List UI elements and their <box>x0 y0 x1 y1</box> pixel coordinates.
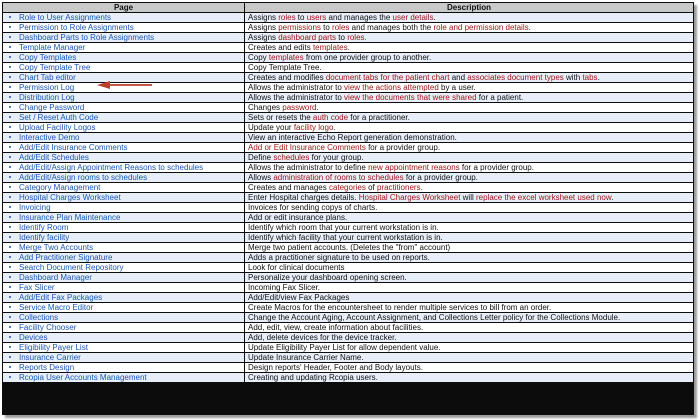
description-cell <box>245 323 693 332</box>
description-cell <box>245 363 693 372</box>
table-row <box>3 363 693 372</box>
bullet-icon <box>9 276 11 278</box>
table-row <box>3 273 693 282</box>
admin-pages-table <box>2 2 694 383</box>
bullet-icon <box>9 266 11 268</box>
page-link[interactable]: Add/Edit Schedules <box>19 153 89 162</box>
page-link[interactable]: Add Practitioner Signature <box>19 253 113 262</box>
description-text: Change the Account Aging, Account Assignment, and Collections Letter policy for the Collections Module. <box>248 313 621 322</box>
page-cell <box>3 123 244 132</box>
description-cell <box>245 283 693 292</box>
description-text: for a practitioner. <box>348 113 410 122</box>
description-text: Copy Template Tree. <box>248 63 322 72</box>
highlighted-text: roles <box>332 23 350 32</box>
description-text: to <box>295 13 307 22</box>
table-row <box>3 343 693 352</box>
description-text: Add, edit, view, create information about facilities. <box>248 323 424 332</box>
description-text: Copy <box>248 53 269 62</box>
description-cell <box>245 223 693 232</box>
page-cell <box>3 203 244 212</box>
bullet-icon <box>9 356 11 358</box>
page-link[interactable]: Add/Edit Fax Packages <box>19 293 103 302</box>
highlighted-text: associates document types <box>467 73 564 82</box>
table-row <box>3 293 693 302</box>
highlighted-text: role and permission details <box>433 23 529 32</box>
description-text: of <box>365 183 377 192</box>
page-cell <box>3 333 244 342</box>
highlighted-text: users <box>306 13 327 22</box>
table-row <box>3 263 693 272</box>
description-text: Allows the administrator to <box>248 83 345 92</box>
description-text: . <box>528 23 531 32</box>
description-cell <box>245 113 693 122</box>
page-cell <box>3 143 244 152</box>
description-text: Design reports' Header, Footer and Body layouts. <box>248 363 423 372</box>
description-text: and <box>449 73 468 82</box>
page-column-header: Page <box>3 3 244 12</box>
bullet-icon <box>9 96 11 98</box>
page-cell <box>3 63 244 72</box>
description-text: Allows the administrator to define <box>248 163 369 172</box>
table-row <box>3 203 693 212</box>
bullet-icon <box>9 366 11 368</box>
description-text: for your group. <box>309 153 364 162</box>
description-cell <box>245 133 693 142</box>
highlighted-text: view the documents that were shared <box>344 93 477 102</box>
description-text: Adds a practitioner signature to be used on reports. <box>248 253 430 262</box>
bullet-icon <box>9 136 11 138</box>
description-text: . <box>333 123 336 132</box>
page-cell <box>3 343 244 352</box>
description-text: for a provider group. <box>403 173 478 182</box>
description-cell <box>245 143 693 152</box>
page-cell <box>3 213 244 222</box>
page-cell <box>3 153 244 162</box>
description-text: Assigns <box>248 33 279 42</box>
description-cell <box>245 43 693 52</box>
bullet-icon <box>9 56 11 58</box>
page-link[interactable]: Permission Log <box>19 83 75 92</box>
description-cell <box>245 153 693 162</box>
bullet-icon <box>9 226 11 228</box>
page-link[interactable]: Set / Reset Auth Code <box>19 113 99 122</box>
description-text: Creates and modifies <box>248 73 326 82</box>
table-row <box>3 23 693 32</box>
description-cell <box>245 123 693 132</box>
page-link[interactable]: Insurance Plan Maintenance <box>19 213 121 222</box>
description-text: Create Macros for the encountersheet to render multiple services to bill from an order. <box>248 303 552 312</box>
bullet-icon <box>9 346 11 348</box>
highlighted-text: user details <box>392 13 434 22</box>
description-cell <box>245 93 693 102</box>
page-link[interactable]: Identify facility <box>19 233 70 242</box>
table-row <box>3 113 693 122</box>
highlighted-text: roles <box>278 13 296 22</box>
description-text: Changes <box>248 103 283 112</box>
bullet-icon <box>9 106 11 108</box>
table-row <box>3 233 693 242</box>
description-text: for a patient. <box>476 93 524 102</box>
page-cell <box>3 303 244 312</box>
description-cell <box>245 183 693 192</box>
page-link[interactable]: Dashboard Manager <box>19 273 92 282</box>
page-link[interactable]: Interactive Demo <box>19 133 80 142</box>
description-text: Add or edit insurance plans. <box>248 213 348 222</box>
bullet-icon <box>9 316 11 318</box>
table-row <box>3 193 693 202</box>
table-row <box>3 43 693 52</box>
page-cell <box>3 23 244 32</box>
page-cell <box>3 183 244 192</box>
page-cell <box>3 223 244 232</box>
highlighted-text: password <box>282 103 317 112</box>
bullet-icon <box>9 36 11 38</box>
table-header-row <box>3 3 693 12</box>
page-cell <box>3 33 244 42</box>
page-link[interactable]: Add/Edit Insurance Comments <box>19 143 128 152</box>
table-row <box>3 123 693 132</box>
description-cell <box>245 373 693 382</box>
description-cell <box>245 253 693 262</box>
description-text: Sets or resets the <box>248 113 313 122</box>
description-text: . <box>433 13 436 22</box>
highlighted-text: document tabs for the patient chart <box>325 73 450 82</box>
table-row <box>3 283 693 292</box>
highlighted-text: templates <box>312 43 348 52</box>
bullet-icon <box>9 246 11 248</box>
page-link[interactable]: Copy Templates <box>19 53 77 62</box>
table-row <box>3 13 693 22</box>
description-cell <box>245 63 693 72</box>
page-link[interactable]: Eligibility Payer List <box>19 343 88 352</box>
description-cell <box>245 343 693 352</box>
page-cell <box>3 53 244 62</box>
table-row <box>3 243 693 252</box>
highlighted-text: roles. <box>347 33 367 42</box>
description-text: . <box>316 103 319 112</box>
page-link[interactable]: Chart Tab editor <box>19 73 76 82</box>
description-text: . <box>611 193 614 202</box>
page-link[interactable]: Change Password <box>19 103 85 112</box>
table-row <box>3 93 693 102</box>
description-cell <box>245 163 693 172</box>
description-text: Invoices for sending copys of charts. <box>248 203 378 212</box>
description-text: from one provider group to another. <box>303 53 432 62</box>
page-link[interactable]: Identify Room <box>19 223 69 232</box>
description-text: Update Eligibility Payer List for allow dependent value. <box>248 343 441 352</box>
description-cell <box>245 293 693 302</box>
description-text: by a user. <box>438 83 476 92</box>
description-cell <box>245 13 693 22</box>
description-cell <box>245 233 693 242</box>
page-cell <box>3 253 244 262</box>
table-row <box>3 163 693 172</box>
page-link[interactable]: Service Macro Editor <box>19 303 94 312</box>
page-link[interactable]: Reports Design <box>19 363 75 372</box>
description-cell <box>245 23 693 32</box>
description-text: for a provider group. <box>459 163 534 172</box>
description-cell <box>245 83 693 92</box>
pointer-arrow-icon <box>97 80 153 90</box>
bullet-icon <box>9 116 11 118</box>
page-link[interactable]: Hospital Charges Worksheet <box>19 193 121 202</box>
description-text: Update your <box>248 123 294 132</box>
table-body <box>3 13 693 382</box>
page-link[interactable]: Devices <box>19 333 48 342</box>
highlighted-text: permissions <box>278 23 321 32</box>
page-link[interactable]: Add/Edit/Assign rooms to schedules <box>19 173 148 182</box>
table-row <box>3 103 693 112</box>
description-text: Incoming Fax Slicer. <box>248 283 321 292</box>
table-row <box>3 303 693 312</box>
highlighted-text: administration of rooms to schedules <box>273 173 404 182</box>
description-text: will <box>460 193 476 202</box>
description-text: Creating and updating Rcopia users. <box>248 373 378 382</box>
admin-pages-table-frame <box>2 2 694 415</box>
page-link[interactable]: Template Manager <box>19 43 86 52</box>
description-text: Assigns <box>248 23 279 32</box>
bullet-icon <box>9 76 11 78</box>
description-text: Personalize your dashboard opening screen. <box>248 273 407 282</box>
description-text: Add, delete devices for the device tracker. <box>248 333 397 342</box>
description-text: Identify which room that your current workstation is in. <box>248 223 439 232</box>
bullet-icon <box>9 86 11 88</box>
page-link[interactable]: Search Document Repository <box>19 263 124 272</box>
description-text: Add/Edit/view Fax Packages <box>248 293 350 302</box>
description-cell <box>245 53 693 62</box>
description-text: to <box>320 23 333 32</box>
bullet-icon <box>9 26 11 28</box>
description-cell <box>245 103 693 112</box>
description-text: and manages the <box>326 13 393 22</box>
bullet-icon <box>9 196 11 198</box>
bullet-icon <box>9 326 11 328</box>
table-row <box>3 213 693 222</box>
table-row <box>3 63 693 72</box>
description-text: Look for clinical documents <box>248 263 345 272</box>
page-link[interactable]: Collections <box>19 313 59 322</box>
page-cell <box>3 173 244 182</box>
bullet-icon <box>9 156 11 158</box>
bullet-icon <box>9 286 11 288</box>
bullet-icon <box>9 236 11 238</box>
bullet-icon <box>9 206 11 208</box>
bullet-icon <box>9 146 11 148</box>
highlighted-text: categories <box>328 183 366 192</box>
highlighted-text: templates <box>268 53 304 62</box>
description-cell <box>245 243 693 252</box>
description-cell <box>245 263 693 272</box>
description-text: Assigns <box>248 13 279 22</box>
page-cell <box>3 353 244 362</box>
bullet-icon <box>9 176 11 178</box>
description-cell <box>245 33 693 42</box>
description-text: Identify which facility that your current workstation is in. <box>248 233 443 242</box>
highlighted-text: view the actions attempted <box>344 83 439 92</box>
page-cell <box>3 243 244 252</box>
page-cell <box>3 163 244 172</box>
table-row <box>3 33 693 42</box>
highlighted-text: practitioners <box>376 183 421 192</box>
bullet-icon <box>9 16 11 18</box>
page-link[interactable]: Invoicing <box>19 203 51 212</box>
page-cell <box>3 133 244 142</box>
description-cell <box>245 353 693 362</box>
page-cell <box>3 103 244 112</box>
description-cell <box>245 273 693 282</box>
bullet-icon <box>9 306 11 308</box>
description-text: Merge two patient accounts. (Deletes the "from" account) <box>248 243 451 252</box>
table-row <box>3 53 693 62</box>
bullet-icon <box>9 216 11 218</box>
page-cell <box>3 43 244 52</box>
page-cell <box>3 233 244 242</box>
description-text: Enter Hospital charges details. <box>248 193 359 202</box>
description-text: Define <box>248 153 274 162</box>
page-cell <box>3 263 244 272</box>
bullet-icon <box>9 126 11 128</box>
table-row <box>3 323 693 332</box>
description-text: to <box>336 33 348 42</box>
page-cell <box>3 93 244 102</box>
page-link[interactable]: Distribution Log <box>19 93 75 102</box>
page-link[interactable]: Insurance Carrier <box>19 353 81 362</box>
highlighted-text: replace the excel worksheet used now <box>475 193 612 202</box>
page-link[interactable]: Facility Chooser <box>19 323 77 332</box>
description-cell <box>245 173 693 182</box>
table-row <box>3 153 693 162</box>
page-link[interactable]: Merge Two Accounts <box>19 243 94 252</box>
highlighted-text: Hospital Charges Worksheet <box>358 193 461 202</box>
page-link[interactable]: Upload Facility Logos <box>19 123 96 132</box>
description-cell <box>245 203 693 212</box>
page-cell <box>3 363 244 372</box>
table-row <box>3 183 693 192</box>
table-row <box>3 223 693 232</box>
description-cell <box>245 303 693 312</box>
highlighted-text: dashboard parts <box>278 33 337 42</box>
description-text: View an interactive Echo Report generation demonstration. <box>248 133 457 142</box>
description-text: Creates and manages <box>248 183 329 192</box>
description-text: and manages both the <box>349 23 434 32</box>
page-cell <box>3 13 244 22</box>
page-cell <box>3 283 244 292</box>
description-text: Creates and edits <box>248 43 313 52</box>
description-text: Update Insurance Carrier Name. <box>248 353 364 362</box>
table-row <box>3 143 693 152</box>
table-row <box>3 253 693 262</box>
page-cell <box>3 323 244 332</box>
page-link[interactable]: Fax Slicer <box>19 283 55 292</box>
description-text: . <box>347 43 350 52</box>
table-row <box>3 313 693 322</box>
page-link[interactable]: Role to User Assignments <box>19 13 112 22</box>
highlighted-text: tabs <box>582 73 598 82</box>
bullet-icon <box>9 186 11 188</box>
page-link[interactable]: Rcopia User Accounts Management <box>19 373 147 382</box>
description-text: Allows <box>248 173 274 182</box>
description-cell <box>245 333 693 342</box>
highlighted-text: Add or Edit Insurance Comments <box>248 143 366 152</box>
table-row <box>3 353 693 362</box>
bullet-icon <box>9 66 11 68</box>
bullet-icon <box>9 376 11 378</box>
page-cell <box>3 373 244 382</box>
page-cell <box>3 113 244 122</box>
page-cell <box>3 273 244 282</box>
description-column-header: Description <box>245 3 693 12</box>
description-text: . <box>597 73 600 82</box>
page-cell <box>3 193 244 202</box>
description-cell <box>245 213 693 222</box>
page-cell <box>3 313 244 322</box>
bullet-icon <box>9 46 11 48</box>
table-row <box>3 373 693 382</box>
table-row <box>3 173 693 182</box>
description-text: with <box>563 73 583 82</box>
description-cell <box>245 73 693 82</box>
page-link[interactable]: Copy Template Tree <box>19 63 91 72</box>
description-text: for a provider group. <box>365 143 441 152</box>
table-row <box>3 133 693 142</box>
page-link[interactable]: Permission to Role Assignments <box>19 23 134 32</box>
description-text: Allows the administrator to <box>248 93 345 102</box>
description-cell <box>245 193 693 202</box>
bullet-icon <box>9 296 11 298</box>
description-text: . <box>420 183 423 192</box>
highlighted-text: new appointment reasons <box>368 163 460 172</box>
highlighted-text: schedules <box>273 153 310 162</box>
page-link[interactable]: Category Management <box>19 183 101 192</box>
bullet-icon <box>9 336 11 338</box>
highlighted-text: facility logo <box>293 123 334 132</box>
highlighted-text: auth code <box>312 113 349 122</box>
bullet-icon <box>9 166 11 168</box>
bullet-icon <box>9 256 11 258</box>
page-link[interactable]: Dashboard Parts to Role Assignments <box>19 33 155 42</box>
table-row <box>3 333 693 342</box>
description-cell <box>245 313 693 322</box>
page-link[interactable]: Add/Edit/Assign Appointment Reasons to schedules <box>19 163 204 172</box>
page-cell <box>3 293 244 302</box>
